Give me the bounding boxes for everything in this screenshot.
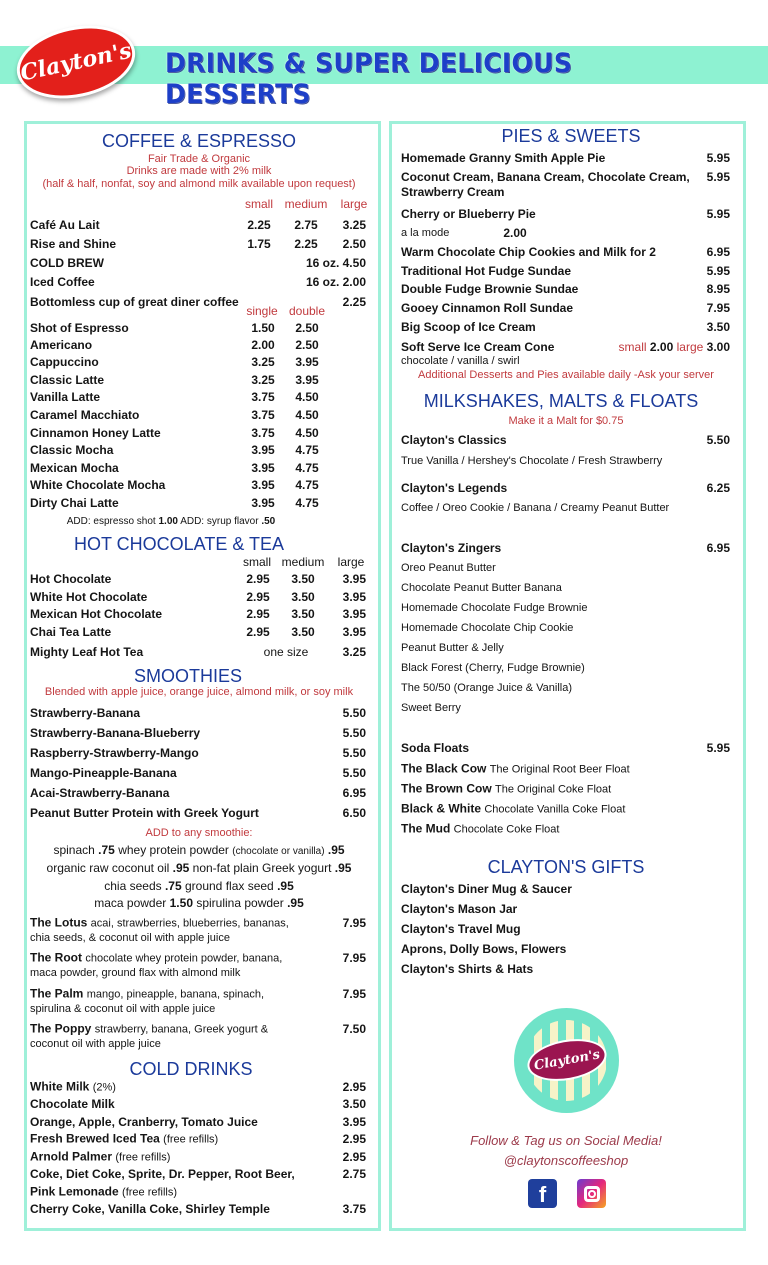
section-title-gifts: CLAYTON'S GIFTS [487, 857, 645, 877]
cold-drink-row [30, 1132, 218, 1147]
item-price: 16 oz. 2.00 [305, 275, 366, 289]
item-price: 2.95 [342, 1150, 366, 1164]
float-name: The Mud [401, 821, 451, 836]
item-price: 16 oz. 4.50 [305, 256, 366, 270]
item-price: 3.25 [342, 645, 366, 659]
item-price: 5.50 [342, 706, 366, 720]
item-name: White Milk [30, 1079, 90, 1094]
item-price: 4.50 [295, 426, 319, 440]
item-note: (free refills) [122, 1186, 178, 1199]
item-price: 2.75 [294, 218, 318, 232]
item-price: 2.95 [246, 625, 270, 639]
smoothie-addon-line [53, 843, 344, 859]
item-name: Strawberry-Banana [30, 706, 141, 720]
claytons-logo: Clayton's [10, 15, 142, 108]
item-price: 3.95 [342, 625, 366, 639]
section-title-cold-drinks: COLD DRINKS [129, 1059, 253, 1079]
cold-drink-row [30, 1115, 258, 1129]
special-desc: strawberry, banana, Greek yogurt & [94, 1023, 269, 1036]
special-desc: chocolate whey protein powder, banana, [85, 952, 283, 965]
item-price: 3.50 [291, 607, 315, 621]
gift-item: Clayton's Mason Jar [401, 902, 518, 916]
item-name: Chai Tea Latte [30, 625, 112, 639]
social-follow-text: Follow & Tag us on Social Media! [470, 1133, 662, 1148]
item-name: Mighty Leaf Hot Tea [30, 645, 144, 659]
item-name: Arnold Palmer [30, 1149, 113, 1164]
item-name: Warm Chocolate Chip Cookies and Milk for 2 [401, 245, 656, 259]
item-price: 4.50 [295, 390, 319, 404]
item-price: 2.50 [342, 237, 366, 251]
item-price: 4.75 [295, 461, 319, 475]
item-name: Coke, Diet Coke, Sprite, Dr. Pepper, Root Beer, [30, 1167, 295, 1181]
espresso-addons [67, 515, 275, 529]
float-name: The Brown Cow [401, 781, 492, 796]
item-name: Strawberry Cream [401, 185, 505, 199]
item-name: Mango-Pineapple-Banana [30, 766, 177, 780]
size-header: small [242, 555, 272, 569]
special-name: The Root [30, 950, 82, 965]
item-price: 6.25 [706, 481, 730, 495]
special-desc: mango, pineapple, banana, spinach, [86, 988, 265, 1001]
addon-label: maca powder [94, 896, 167, 910]
float-name: Black & White [401, 801, 482, 816]
item-name: Fresh Brewed Iced Tea [30, 1131, 160, 1146]
badge-logo: Clayton's [524, 1033, 610, 1086]
a-la-mode-label: a la mode [401, 227, 450, 239]
item-price: 5.95 [706, 264, 730, 278]
addon-price: 1.00 [158, 516, 178, 527]
item-price: 6.50 [342, 806, 366, 820]
special-desc: acai, strawberries, blueberries, bananas, [90, 917, 289, 930]
item-price: 4.75 [295, 478, 319, 492]
item-price: 3.95 [295, 355, 319, 369]
item-price: 5.95 [706, 741, 730, 755]
item-price: 7.95 [706, 301, 730, 315]
item-note: (free refills) [115, 1151, 171, 1164]
item-name: Traditional Hot Fudge Sundae [401, 264, 572, 278]
size-header: single [246, 304, 278, 318]
cone-prices [619, 340, 730, 354]
size-header: large [340, 197, 368, 211]
item-price: 3.75 [251, 426, 275, 440]
item-price: 3.25 [342, 218, 366, 232]
item-name: Classic Latte [30, 373, 105, 387]
item-name: Dirty Chai Latte [30, 496, 119, 510]
special-name: The Palm [30, 986, 84, 1001]
addon-price: .50 [261, 516, 276, 527]
item-price: 3.75 [342, 1202, 366, 1216]
item-name: Orange, Apple, Cranberry, Tomato Juice [30, 1115, 258, 1129]
item-name: Acai-Strawberry-Banana [30, 786, 170, 800]
item-price: 3.50 [291, 590, 315, 604]
item-price: 3.95 [295, 373, 319, 387]
item-name: Shot of Espresso [30, 321, 129, 335]
cold-drink-row [30, 1097, 115, 1111]
item-flavors: chocolate / vanilla / swirl [401, 355, 520, 367]
item-price: 5.95 [706, 207, 730, 221]
item-flavors: True Vanilla / Hershey's Chocolate / Fresh Strawberry [401, 455, 663, 467]
size-header: medium [284, 197, 328, 211]
float-desc: Chocolate Vanilla Coke Float [484, 803, 626, 816]
item-name: Double Fudge Brownie Sundae [401, 282, 579, 296]
item-name: Mexican Hot Chocolate [30, 607, 163, 621]
facebook-icon[interactable]: f [528, 1179, 557, 1208]
item-price: 4.75 [295, 496, 319, 510]
item-price: 7.95 [342, 916, 366, 930]
item-name: Homemade Granny Smith Apple Pie [401, 151, 606, 165]
item-price: 2.00 [649, 340, 674, 354]
float-name: The Black Cow [401, 761, 487, 776]
addon-label: whey protein powder [118, 843, 229, 857]
zinger-flavor: Chocolate Peanut Butter Banana [401, 582, 562, 594]
cold-drink-row [30, 1080, 116, 1095]
item-price: 2.95 [246, 572, 270, 586]
item-price: 2.25 [294, 237, 318, 251]
item-name: Peanut Butter Protein with Greek Yogurt [30, 806, 259, 820]
float-desc: The Original Root Beer Float [489, 763, 630, 776]
item-price: 3.95 [342, 1115, 366, 1129]
smoothie-addon-line [94, 896, 304, 910]
item-price: 2.95 [246, 607, 270, 621]
size-label: one size [263, 645, 309, 659]
item-price: 2.25 [247, 218, 271, 232]
item-price: 2.50 [295, 321, 319, 335]
item-price: 1.75 [247, 237, 271, 251]
section-note: Fair Trade & Organic [147, 153, 251, 165]
addon-price: .75 [164, 879, 182, 893]
item-price: 2.95 [246, 590, 270, 604]
gift-item: Clayton's Shirts & Hats [401, 962, 534, 976]
float-desc: The Original Coke Float [495, 783, 612, 796]
item-price: 6.95 [706, 245, 730, 259]
zinger-flavor: Black Forest (Cherry, Fudge Brownie) [401, 662, 585, 674]
item-price: 2.95 [342, 1132, 366, 1146]
item-price: 2.95 [342, 1080, 366, 1094]
item-note: (free refills) [163, 1133, 219, 1146]
cold-drink-row [30, 1167, 295, 1181]
addon-label: spirulina powder [196, 896, 284, 910]
gift-item: Clayton's Diner Mug & Saucer [401, 882, 572, 896]
item-price: 7.50 [342, 1022, 366, 1036]
instagram-icon[interactable] [577, 1179, 606, 1208]
item-price: 3.95 [342, 607, 366, 621]
special-desc: coconut oil with apple juice [30, 1038, 161, 1050]
addon-label: ADD: espresso shot [66, 516, 156, 527]
addon-price: .75 [98, 843, 115, 857]
item-name: Soda Floats [401, 741, 470, 755]
special-smoothie [30, 1022, 268, 1037]
item-name: Clayton's Legends [401, 481, 508, 495]
item-price: 2.00 [503, 226, 527, 240]
addon-price: 1.50 [169, 896, 193, 910]
float-row [401, 802, 625, 817]
item-price: 8.95 [706, 282, 730, 296]
zinger-flavor: Homemade Chocolate Chip Cookie [401, 622, 574, 634]
item-name: Cappuccino [30, 355, 99, 369]
size-label: large [676, 340, 704, 354]
addon-label: organic raw coconut oil [46, 861, 170, 875]
item-price: 3.95 [251, 496, 275, 510]
item-price: 5.50 [342, 766, 366, 780]
item-price: 3.25 [251, 373, 275, 387]
addon-title: ADD to any smoothie: [145, 827, 253, 839]
item-name: White Chocolate Mocha [30, 478, 166, 492]
float-row [401, 822, 559, 837]
addon-label: spinach [53, 843, 95, 857]
item-name: Bottomless cup of great diner coffee [30, 295, 239, 309]
item-price: 3.25 [251, 355, 275, 369]
section-note: Blended with apple juice, orange juice, almond milk, or soy milk [44, 686, 354, 698]
section-title-hot-chocolate: HOT CHOCOLATE & TEA [73, 534, 285, 554]
item-name: Clayton's Zingers [401, 541, 502, 555]
item-price: 5.95 [706, 170, 730, 184]
size-header: medium [281, 555, 325, 569]
item-price: 7.95 [342, 951, 366, 965]
zinger-flavor: Oreo Peanut Butter [401, 562, 496, 574]
item-name: Café Au Lait [30, 218, 100, 232]
special-name: The Lotus [30, 915, 88, 930]
cold-drink-row [30, 1185, 177, 1200]
item-price: 2.75 [342, 1167, 366, 1181]
section-title-pies: PIES & SWEETS [501, 126, 641, 146]
cold-drink-row [30, 1150, 170, 1165]
float-desc: Chocolate Coke Float [453, 823, 560, 836]
zinger-flavor: Peanut Butter & Jelly [401, 642, 504, 654]
float-row [401, 782, 611, 797]
special-smoothie [30, 916, 289, 931]
special-desc: chia seeds, & coconut oil with apple juice [30, 932, 230, 944]
addon-price: .95 [334, 861, 352, 875]
item-price: 3.95 [342, 590, 366, 604]
special-smoothie [30, 951, 282, 966]
item-price: 3.50 [291, 625, 315, 639]
item-name: Coconut Cream, Banana Cream, Chocolate Cream, [401, 170, 690, 184]
social-handle: @claytonscoffeeshop [503, 1153, 629, 1168]
item-name: Clayton's Classics [401, 433, 507, 447]
item-name: Cherry Coke, Vanilla Coke, Shirley Temple [30, 1202, 270, 1216]
item-name: Hot Chocolate [30, 572, 112, 586]
addon-label: non-fat plain Greek yogurt [192, 861, 332, 875]
item-price: 3.95 [251, 461, 275, 475]
item-price: 5.50 [706, 433, 730, 447]
special-smoothie [30, 987, 264, 1002]
zinger-flavor: Sweet Berry [401, 702, 461, 714]
item-name: Strawberry-Banana-Blueberry [30, 726, 201, 740]
item-price: 6.95 [706, 541, 730, 555]
section-note: Drinks are made with 2% milk [126, 165, 272, 177]
zinger-flavor: The 50/50 (Orange Juice & Vanilla) [401, 682, 572, 694]
item-flavors: Coffee / Oreo Cookie / Banana / Creamy Peanut Butter [401, 502, 670, 514]
item-price: 5.50 [342, 746, 366, 760]
gift-item: Clayton's Travel Mug [401, 922, 521, 936]
item-name: Americano [30, 338, 93, 352]
item-name: Pink Lemonade [30, 1184, 119, 1199]
item-name: Vanilla Latte [30, 390, 101, 404]
item-name: Iced Coffee [30, 275, 95, 289]
addon-price: .95 [277, 879, 294, 893]
item-price: 2.25 [342, 295, 366, 309]
gift-item: Aprons, Dolly Bows, Flowers [401, 942, 567, 956]
item-name: Classic Mocha [30, 443, 114, 457]
item-name: Cherry or Blueberry Pie [401, 207, 536, 221]
item-note: (2%) [92, 1081, 116, 1094]
special-desc: maca powder, ground flax with almond milk [30, 967, 241, 979]
section-title-smoothies: SMOOTHIES [133, 666, 243, 686]
size-label: small [618, 340, 647, 354]
section-note: Additional Desserts and Pies available daily -Ask your server [418, 369, 714, 381]
special-desc: spirulina & coconut oil with apple juice [30, 1003, 216, 1015]
item-price: 2.00 [251, 338, 275, 352]
item-price: 1.50 [251, 321, 275, 335]
item-price: 3.00 [706, 340, 730, 354]
item-name: Cinnamon Honey Latte [30, 426, 161, 440]
section-note: (half & half, nonfat, soy and almond milk available upon request) [42, 178, 356, 190]
section-title-coffee: COFFEE & ESPRESSO [101, 131, 297, 151]
item-name: Raspberry-Strawberry-Mango [30, 746, 199, 760]
size-header: large [337, 555, 365, 569]
size-header: small [244, 197, 274, 211]
item-name: Gooey Cinnamon Roll Sundae [401, 301, 574, 315]
zinger-flavor: Homemade Chocolate Fudge Brownie [401, 602, 588, 614]
item-name: White Hot Chocolate [30, 590, 148, 604]
cold-drink-row [30, 1202, 270, 1216]
item-name: Chocolate Milk [30, 1097, 115, 1111]
addon-price: .95 [172, 861, 190, 875]
item-price: 4.50 [295, 408, 319, 422]
item-price: 3.95 [342, 572, 366, 586]
addon-price: .95 [327, 843, 345, 857]
item-price: 6.95 [342, 786, 366, 800]
item-price: 3.50 [706, 320, 730, 334]
smoothie-addon-line [47, 861, 352, 875]
item-name: Rise and Shine [30, 237, 117, 251]
item-price: 3.95 [251, 443, 275, 457]
special-name: The Poppy [30, 1021, 92, 1036]
item-price: 5.50 [342, 726, 366, 740]
addon-label: chia seeds [104, 879, 162, 893]
item-price: 5.95 [706, 151, 730, 165]
item-name: Mexican Mocha [30, 461, 119, 475]
item-price: 7.95 [342, 987, 366, 1001]
item-price: 3.50 [291, 572, 315, 586]
item-name: COLD BREW [30, 256, 104, 270]
size-header: double [288, 304, 326, 318]
item-price: 3.75 [251, 390, 275, 404]
section-title-milkshakes: MILKSHAKES, MALTS & FLOATS [423, 391, 699, 411]
addon-label: ADD: syrup flavor [180, 516, 259, 527]
item-name: Soft Serve Ice Cream Cone [401, 340, 555, 354]
addon-price: .95 [287, 896, 304, 910]
addon-note: (chocolate or vanilla) [232, 846, 325, 857]
addon-label: ground flax seed [184, 879, 274, 893]
float-row [401, 762, 630, 777]
item-price: 2.50 [295, 338, 319, 352]
item-price: 3.50 [342, 1097, 366, 1111]
menu-title: DRINKS & SUPER DELICIOUS DESSERTS [165, 48, 573, 110]
item-price: 4.75 [295, 443, 319, 457]
item-name: Caramel Macchiato [30, 408, 140, 422]
item-name: Big Scoop of Ice Cream [401, 320, 536, 334]
item-price: 3.75 [251, 408, 275, 422]
section-note: Make it a Malt for $0.75 [508, 415, 624, 427]
smoothie-addon-line [104, 879, 294, 893]
item-price: 3.95 [251, 478, 275, 492]
